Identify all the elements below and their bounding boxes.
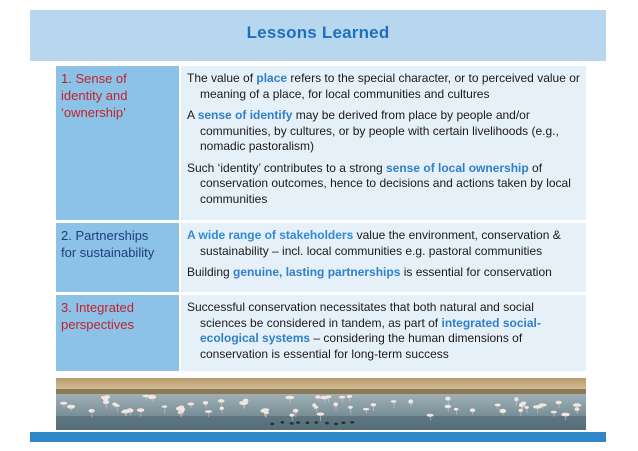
flamingo-leg [430,416,431,420]
water-bird-shape [314,421,318,424]
flamingo-shape [454,408,459,411]
lesson-row-3 [56,295,586,371]
text-run: is essential for conservation [400,265,552,279]
flamingo-leg [141,411,142,417]
flamingo-leg [290,399,291,404]
lesson-row-1 [56,66,586,223]
text-run: – considering the human dimensions of conservation is essential for long-term success [200,331,523,361]
text-run: A [187,108,198,122]
lesson-heading-3-line-1: 3. Integrated [61,300,134,315]
flamingo-leg [244,404,245,409]
lesson-heading-3 [56,295,179,371]
flamingo-leg [318,398,319,401]
flamingo-leg [64,404,65,407]
flamingo-leg [115,405,116,408]
flamingo-shape [339,396,345,399]
flamingo-leg [296,412,297,417]
highlight-run: sense of local ownership [386,160,529,175]
flamingo-leg [448,408,449,412]
flamingo-leg [126,412,127,417]
text-run: refers to the special character, or to perceived value or meaning of a place, for local communities and cultures [200,71,580,101]
water-bird-shape [270,423,274,426]
flamingo-shape [538,403,546,406]
text-run: value the environment, conservation & sustainability – incl. local communities e.g. pastoral communities [200,228,561,258]
flamingo-leg [125,413,126,416]
text-run: The value of [187,71,257,85]
flamingo-leg [324,399,325,403]
title-bar [30,10,606,61]
flamingo-leg [92,412,93,418]
flamingo-shape [205,410,212,413]
flamingo-photo-svg [56,378,586,430]
water-bird-shape [290,422,294,425]
flamingo-leg [222,409,223,413]
flamingo-leg [342,398,343,402]
flamingo-leg [292,416,293,421]
flamingo-leg [71,408,72,411]
flamingo-leg [456,410,457,414]
lesson-heading-2-line-2: for sustainability [61,245,155,260]
lesson-1-paragraph-2 [187,108,580,155]
flamingo-shape [391,400,397,403]
flamingo-shape [326,395,332,398]
flamingo-leg [524,404,525,407]
highlight-run: sense of identify [197,108,293,122]
flamingo-leg [366,410,367,413]
flamingo-leg [538,408,539,414]
lesson-row-2 [56,223,586,295]
text-run: may be derived from place by people and/or communities, by cultures, or by people with certain livelihoods (e.g., nomadic pastoralism) [200,108,559,153]
flamingo-leg [191,405,192,408]
flamingo-leg [117,407,118,412]
flamingo-leg [351,408,352,414]
flamingo-leg [314,406,315,409]
flamingo-leg [516,400,517,406]
flamingo-shape [162,405,168,407]
flamingo-leg [448,400,449,406]
highlight-run: integrated social-ecological systems [200,315,541,345]
flamingo-shape [315,395,320,398]
flamingo-shape [142,395,149,398]
flamingo-leg [521,411,522,415]
flamingo-leg [394,402,395,408]
flamingo-leg [206,404,207,409]
flamingo-leg [336,405,337,410]
lesson-heading-2-line-1: 2. Partnerships [61,228,149,243]
lesson-2-paragraph-2 [187,265,580,281]
flamingo-leg [554,413,555,417]
lessons-table [56,66,586,371]
flamingo-leg [106,403,107,409]
flamingo-leg [182,412,183,417]
flamingo-leg [320,415,321,421]
lesson-body-3 [179,295,586,371]
flamingo-shape [525,406,529,409]
flamingo-leg [473,411,474,414]
text-run: of conservation outcomes, hence to decisions and actions taken by local communities [200,160,571,206]
flamingo-leg [130,412,131,416]
lesson-2-paragraph-1 [187,228,580,259]
flamingo-flock-photo [56,378,586,430]
flamingo-leg [411,403,412,407]
page-title: Lessons Learned [246,23,390,42]
flamingo-leg [566,416,567,421]
flamingo-leg [165,408,166,414]
flamingo-leg [577,410,578,414]
highlight-run: A wide range of stakeholders [187,228,354,242]
flamingo-leg [209,413,210,418]
footer-bar [30,432,606,442]
water-bird-shape [296,421,300,424]
water-bird-shape [334,423,338,426]
flamingo-leg [152,398,153,401]
lesson-heading-2 [56,223,179,292]
lesson-3-paragraph-1 [187,300,580,362]
lesson-body-2 [179,223,586,292]
flamingo-shape [445,397,450,401]
lesson-heading-1 [56,66,179,220]
flamingo-shape [521,402,526,405]
water-bird-shape [306,421,310,424]
water-bird-shape [280,421,284,424]
lesson-body-1 [179,66,586,220]
flamingo-leg [221,402,222,406]
text-run: Building [187,265,234,279]
flamingo-leg [559,404,560,408]
flamingo-shape [519,409,523,412]
flamingo-shape [60,402,67,405]
lesson-heading-3-line-2: perspectives [61,317,134,332]
flamingo-shape [556,401,562,404]
flamingo-leg [543,406,544,409]
lesson-1-paragraph-1 [187,71,580,102]
highlight-run: genuine, lasting partnerships [233,265,401,279]
flamingo-leg [503,412,504,415]
flamingo-leg [266,414,267,418]
lesson-heading-1-text: 1. Sense of identity and ‘ownership’ [61,71,128,120]
flamingo-shape [363,408,369,411]
text-run: Such ‘identity’ contributes to a strong [187,160,386,175]
flamingo-leg [498,406,499,410]
flamingo-shape [317,412,324,415]
flamingo-leg [373,406,374,412]
water-bird-shape [350,421,354,424]
flamingo-leg [180,414,181,417]
flamingo-leg [527,408,528,413]
lesson-1-paragraph-3 [187,161,580,208]
flamingo-leg [146,397,147,401]
flamingo-shape [551,411,557,414]
flamingo-leg [350,398,351,402]
water-bird-shape [325,422,329,425]
water-bird-shape [341,421,345,424]
flamingo-leg [316,408,317,412]
text-run: Successful conservation necessitates that both natural and social sciences be considered in tandem, as part of [187,300,534,330]
flamingo-leg [180,410,181,414]
highlight-run: place [256,71,288,85]
flamingo-leg [329,398,330,403]
